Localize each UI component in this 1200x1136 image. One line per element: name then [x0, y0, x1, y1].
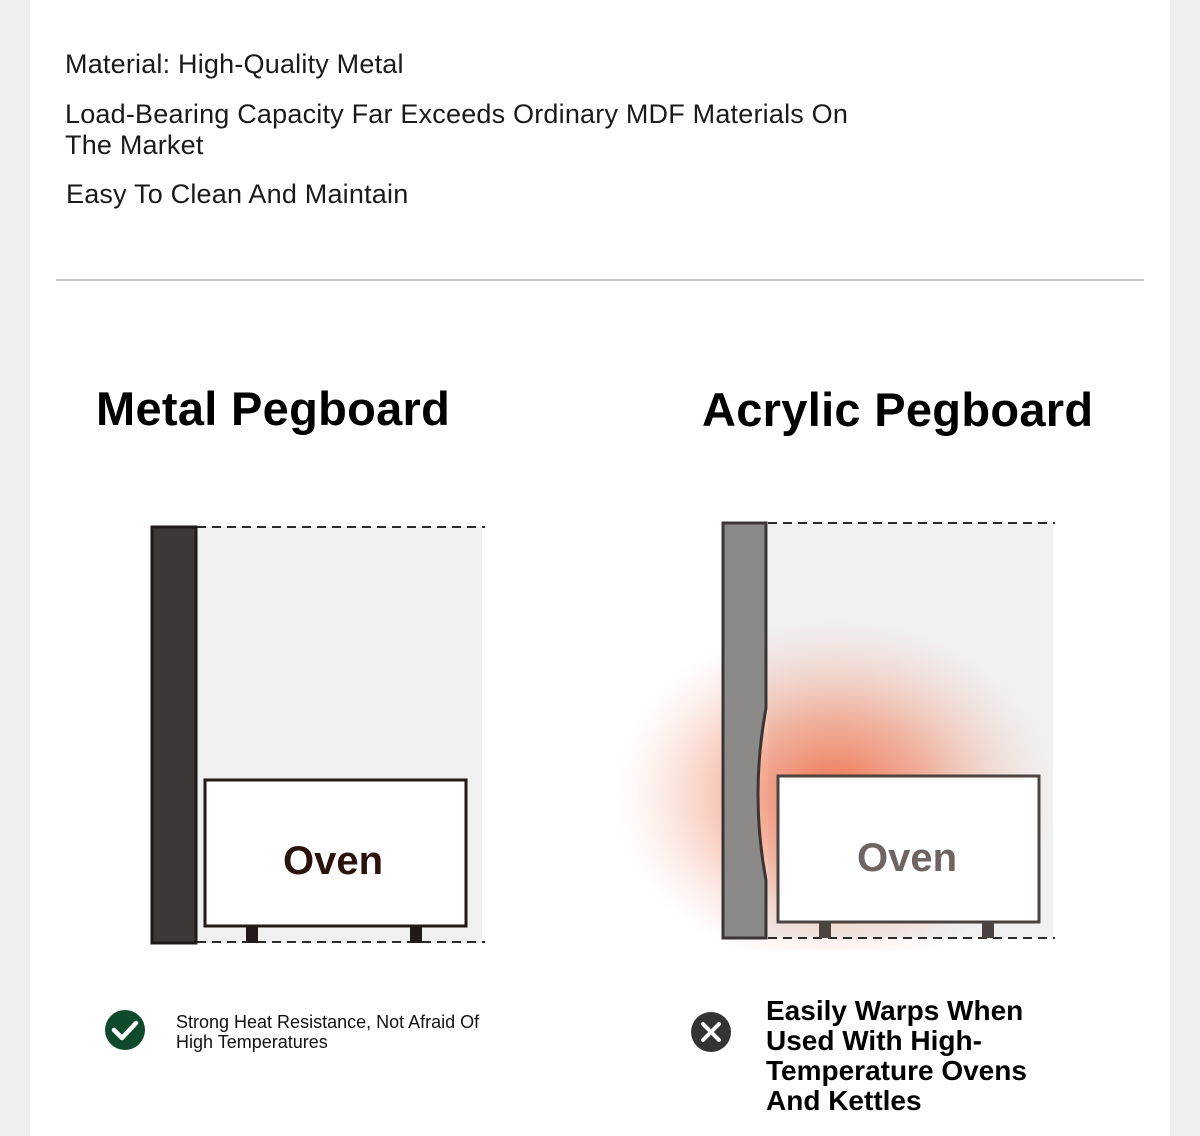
oven-foot-left [246, 927, 258, 943]
feature-material: Material: High-Quality Metal [65, 49, 404, 79]
feature-easy-clean: Easy To Clean And Maintain [66, 179, 409, 209]
acrylic-pegboard-diagram [610, 510, 1070, 950]
check-circle-icon [105, 1010, 145, 1050]
oven-label: Oven [282, 839, 384, 883]
metal-pegboard-diagram [140, 515, 500, 955]
oven-foot-right [982, 922, 994, 938]
oven-foot-left [819, 922, 831, 938]
acrylic-pegboard-title: Acrylic Pegboard [702, 383, 1094, 436]
acrylic-caption: Easily Warps When Used With High-Temperature Ovens And Kettles [766, 995, 1027, 1116]
section-divider [56, 279, 1144, 281]
metal-caption: Strong Heat Resistance, Not Afraid Of High Temperatures [176, 1012, 480, 1052]
oven-label: Oven [856, 836, 958, 880]
metal-pegboard-title: Metal Pegboard [96, 382, 451, 435]
metal-board [152, 527, 196, 943]
oven-foot-right [410, 927, 422, 943]
feature-load-bearing: Load-Bearing Capacity Far Exceeds Ordinary MDF Materials On The Market [65, 99, 849, 160]
x-circle-icon [691, 1012, 731, 1052]
acrylic-board-warped [723, 523, 766, 938]
